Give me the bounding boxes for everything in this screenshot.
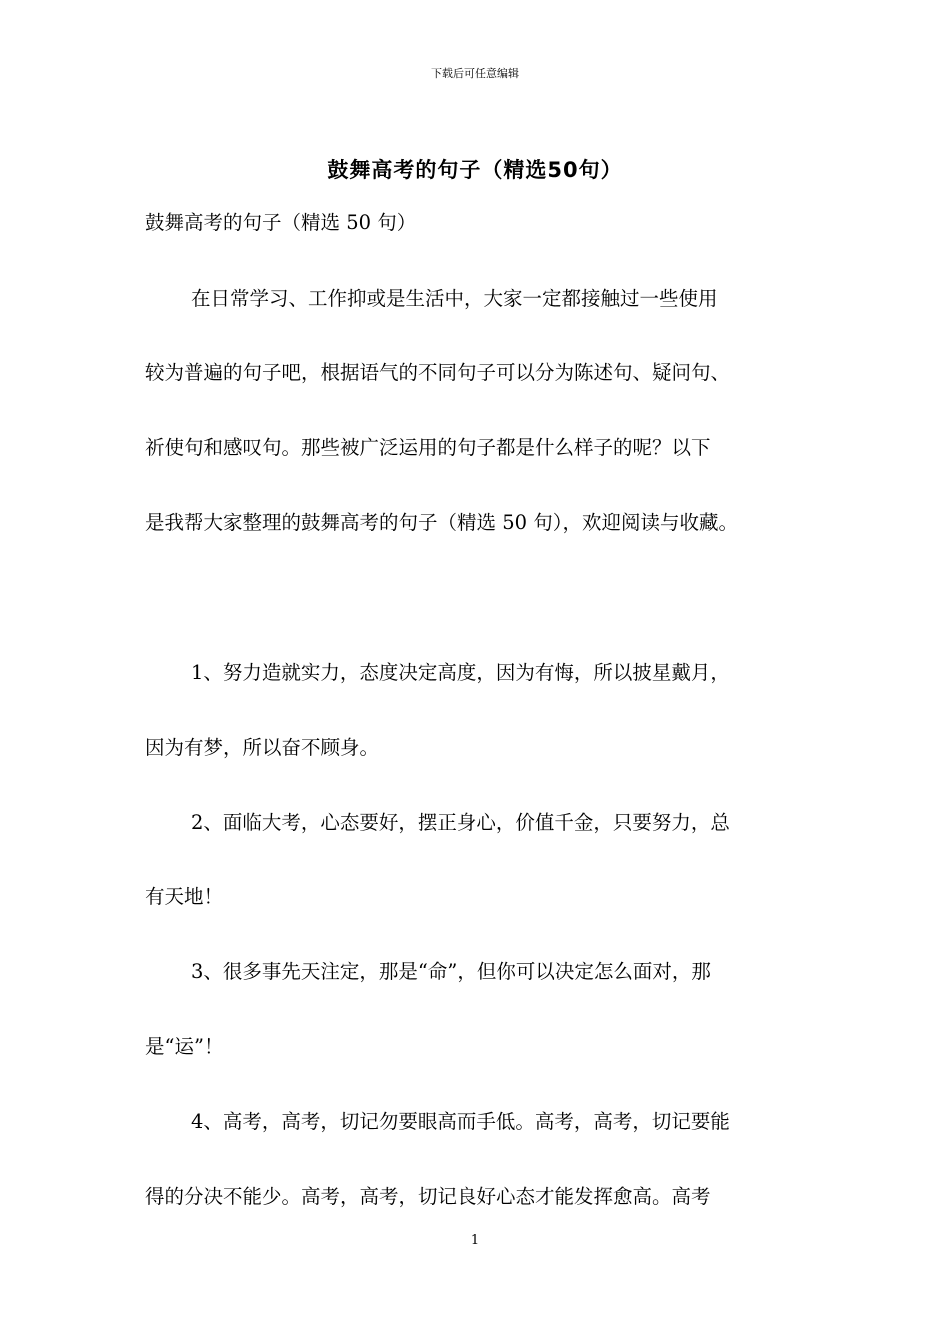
list-item-line: 有天地！ [145, 885, 224, 908]
document-subtitle: 鼓舞高考的句子（精选 50 句） [145, 211, 417, 234]
paragraph-line: 是我帮大家整理的鼓舞高考的句子（精选 50 句），欢迎阅读与收藏。 [145, 511, 738, 534]
page-header-note: 下载后可任意编辑 [431, 67, 519, 80]
list-item-line: 因为有梦，所以奋不顾身。 [145, 736, 380, 759]
list-item-line: 是“运”！ [145, 1035, 224, 1058]
list-item-line: 3、很多事先天注定，那是“命”，但你可以决定怎么面对，那 [191, 960, 711, 983]
list-item-line: 1、努力造就实力，态度决定高度，因为有悔，所以披星戴月， [191, 661, 730, 684]
page-number: 1 [470, 1233, 480, 1248]
document-title: 鼓舞高考的句子（精选50句） [327, 158, 623, 182]
paragraph-line: 较为普遍的句子吧，根据语气的不同句子可以分为陈述句、疑问句、 [145, 361, 731, 384]
list-item-line: 得的分决不能少。高考，高考，切记良好心态才能发挥愈高。高考 [145, 1185, 711, 1208]
paragraph-line: 祈使句和感叹句。那些被广泛运用的句子都是什么样子的呢？以下 [145, 436, 711, 459]
paragraph-line: 在日常学习、工作抑或是生活中，大家一定都接触过一些使用 [191, 287, 718, 310]
list-item-line: 4、高考，高考，切记勿要眼高而手低。高考，高考，切记要能 [191, 1110, 730, 1133]
list-item-line: 2、面临大考，心态要好，摆正身心，价值千金，只要努力，总 [191, 811, 730, 834]
